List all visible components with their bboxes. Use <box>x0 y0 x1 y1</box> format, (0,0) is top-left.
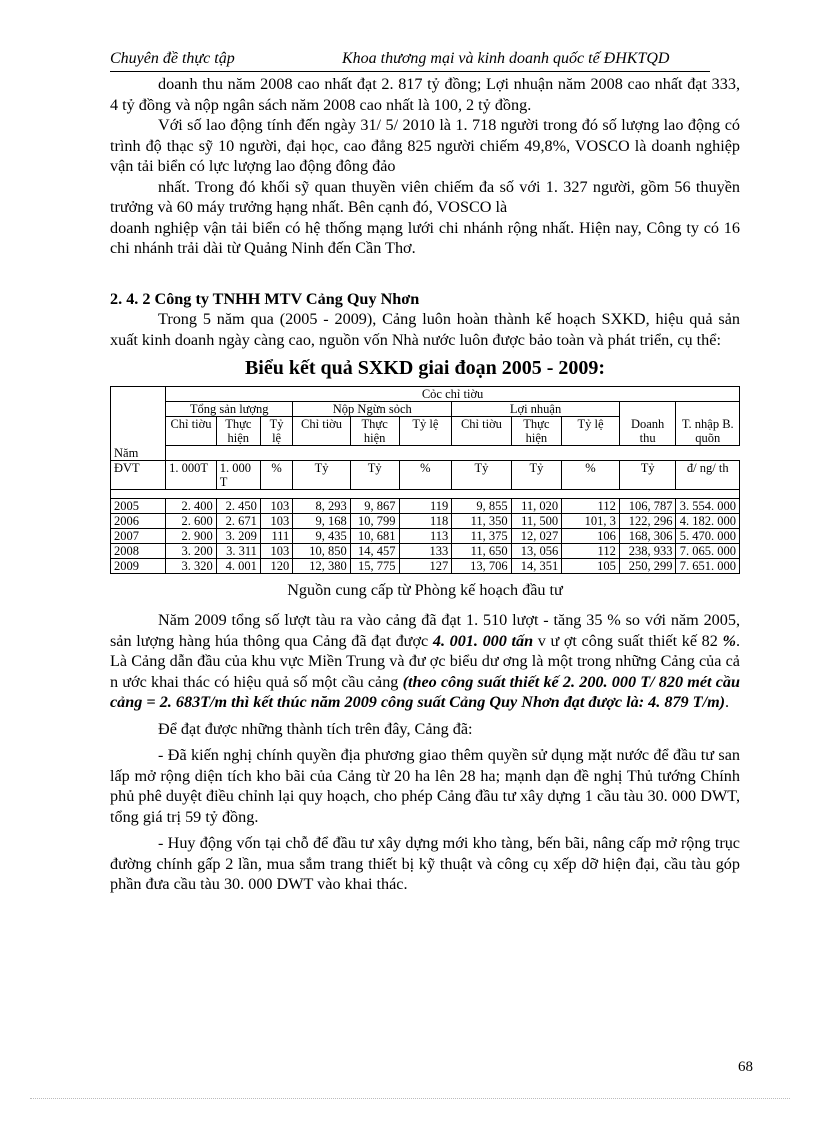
sub-header: T. nhập B. quõn <box>676 417 740 446</box>
table-cell: 2. 600 <box>166 513 217 528</box>
group-label: Nộp Ngừn sỏch <box>293 402 452 417</box>
table-cell: 7. 651. 000 <box>676 558 740 573</box>
table-row <box>111 543 740 558</box>
unit-cell: Tỷ <box>452 460 511 489</box>
sub-header: Thực hiện <box>216 417 260 446</box>
table-cell: 11, 020 <box>511 498 562 513</box>
unit-cell: 1. 000T <box>166 460 217 489</box>
section-heading: 2. 4. 2 Công ty TNHH MTV Cảng Quy Nhơn <box>110 289 420 308</box>
unit-cell: Tỷ <box>511 460 562 489</box>
running-header <box>110 50 710 72</box>
unit-cell: % <box>562 460 620 489</box>
table-cell: 105 <box>562 558 620 573</box>
paragraph: Trong 5 năm qua (2005 - 2009), Cảng luôn hoàn thành kế hoạch SXKD, hiệu quả sản xuất kinh doanh ngày càng cao, nguồn vốn Nhà nước luôn được bảo toàn và phát triển, cụ thể: <box>110 310 740 349</box>
table-cell: 168, 306 <box>619 528 676 543</box>
year-cell: 2008 <box>111 543 166 558</box>
table-cell: 111 <box>260 528 292 543</box>
sub-header: Tỷ lệ <box>260 417 292 446</box>
table-cell: 119 <box>399 498 452 513</box>
year-cell: 2007 <box>111 528 166 543</box>
unit-cell: đ/ ng/ th <box>676 460 740 489</box>
table-row <box>111 558 740 573</box>
table-row <box>111 498 740 513</box>
sub-header: Doanh thu <box>619 417 676 446</box>
table-cell: 13, 056 <box>511 543 562 558</box>
table-cell: 103 <box>260 543 292 558</box>
table-cell: 106 <box>562 528 620 543</box>
footer-rule <box>30 1098 790 1099</box>
table-cell: 10, 799 <box>350 513 399 528</box>
table-cell: 9, 168 <box>293 513 350 528</box>
page-body <box>110 74 740 895</box>
paragraph: nhất. Trong đó khối sỹ quan thuyền viên chiếm đa số với 1. 327 người, gồm 56 thuyền trưởng và 60 máy trưởng hạng nhất. Bên cạnh đó, VOSCO là <box>110 177 740 216</box>
table-cell: 103 <box>260 498 292 513</box>
results-table <box>110 386 740 574</box>
unit-cell: % <box>260 460 292 489</box>
table-cell: 106, 787 <box>619 498 676 513</box>
table-cell: 7. 065. 000 <box>676 543 740 558</box>
sub-header: Tỷ lệ <box>562 417 620 446</box>
table-cell: 10, 681 <box>350 528 399 543</box>
unit-cell: % <box>399 460 452 489</box>
table-cell: 113 <box>399 528 452 543</box>
table-row <box>111 513 740 528</box>
year-label: Năm <box>111 446 166 461</box>
table-cell: 3. 554. 000 <box>676 498 740 513</box>
table-cell: 4. 182. 000 <box>676 513 740 528</box>
paragraph: doanh nghiệp vận tải biển có hệ thống mạng lưới chi nhánh rộng nhất. Hiện nay, Công ty có 16 chi nhánh trải dài từ Quảng Ninh đến Cần Thơ. <box>110 218 740 257</box>
bullet-item: - Huy động vốn tại chỗ để đầu tư xây dựng mới kho tàng, bến bãi, nâng cấp mở rộng trục đường chính gấp 2 lần, mua sắm trang thiết bị kỹ thuật và công cụ xếp dỡ hiện đại, cầu tàu góp phần đưa cầu tàu 30. 000 DWT vào khai thác. <box>110 834 740 893</box>
table-cell: 8, 293 <box>293 498 350 513</box>
paragraph-2009: Năm 2009 tổng số lượt tàu ra vào cảng đã đạt 1. 510 lượt - tăng 35 % so với năm 2005, sản lượng hàng húa thông qua Cảng đã đạt được 4. 001. 000 tấn v ư ợt công suất thiết kế 82 %. Là Cảng dẫn đầu của khu vực Miền Trung và đư ợc biểu dư ơng là một trong những Cảng của cả n ước khai thác có hiệu quả số một cầu cảng (theo công suất thiết kế 2. 200. 000 T/ 820 mét cầu cảng = 2. 683T/m thì kết thúc năm 2009 công suất Cảng Quy Nhơn đạt được là: 4. 879 T/m). <box>110 611 741 711</box>
table-cell: 11, 500 <box>511 513 562 528</box>
blank-cell <box>619 402 676 417</box>
sub-header: Chỉ tiờu <box>293 417 350 446</box>
table-cell: 122, 296 <box>619 513 676 528</box>
table-title: Biểu kết quả SXKD giai đoạn 2005 - 2009: <box>244 357 606 379</box>
table-cell: 250, 299 <box>619 558 676 573</box>
table-cell: 12, 027 <box>511 528 562 543</box>
table-cell: 4. 001 <box>216 558 260 573</box>
table-cell: 12, 380 <box>293 558 350 573</box>
table-cell: 118 <box>399 513 452 528</box>
sub-header: Chỉ tiờu <box>452 417 511 446</box>
unit-cell: Tỷ <box>350 460 399 489</box>
table-cell: 238, 933 <box>619 543 676 558</box>
table-cell: 2. 900 <box>166 528 217 543</box>
sub-header: Thực hiện <box>350 417 399 446</box>
paragraph: Để đạt được những thành tích trên đây, Cảng đã: <box>158 719 473 738</box>
table-cell: 11, 375 <box>452 528 511 543</box>
year-header-cell <box>111 387 166 446</box>
sub-header: Tỷ lệ <box>399 417 452 446</box>
table-cell: 3. 320 <box>166 558 217 573</box>
unit-cell: 1. 000 T <box>216 460 260 489</box>
table-cell: 127 <box>399 558 452 573</box>
bullet-item: - Đã kiến nghị chính quyền địa phương giao thêm quyền sử dụng mặt nước để đầu tư san lấp mở rộng diện tích kho bãi của Cảng từ 20 ha lên 28 ha; mạnh dạn đề nghị Thủ tướng Chính phủ phê duyệt điều chỉnh lại quy hoạch, cho phép Cảng đầu tư xây dựng 1 cầu tàu 30. 000 DWT, tổng giá trị 59 tỷ đồng. <box>110 746 740 826</box>
unit-cell: Tỷ <box>619 460 676 489</box>
table-cell: 3. 200 <box>166 543 217 558</box>
unit-cell: Tỷ <box>293 460 350 489</box>
group-label: Tổng sản lượng <box>166 402 293 417</box>
table-cell: 101, 3 <box>562 513 620 528</box>
header-left: Chuyên đề thực tập <box>110 50 235 67</box>
table-cell: 13, 706 <box>452 558 511 573</box>
table-cell: 3. 311 <box>216 543 260 558</box>
header-rule <box>110 71 710 72</box>
unit-cell: ĐVT <box>111 460 166 489</box>
table-cell: 11, 650 <box>452 543 511 558</box>
blank-cell <box>676 402 740 417</box>
table-cell: 112 <box>562 498 620 513</box>
group-label: Lợi nhuận <box>452 402 620 417</box>
sub-header: Chỉ tiờu <box>166 417 217 446</box>
table-cell: 15, 775 <box>350 558 399 573</box>
table-cell: 14, 351 <box>511 558 562 573</box>
table-cell: 120 <box>260 558 292 573</box>
year-cell: 2009 <box>111 558 166 573</box>
table-cell: 9, 867 <box>350 498 399 513</box>
table-cell: 3. 209 <box>216 528 260 543</box>
group-header: Cỏc chỉ tiờu <box>166 387 740 402</box>
year-cell: 2006 <box>111 513 166 528</box>
table-row <box>111 528 740 543</box>
table-cell: 2. 671 <box>216 513 260 528</box>
table-cell: 10, 850 <box>293 543 350 558</box>
table-cell: 14, 457 <box>350 543 399 558</box>
table-source: Nguồn cung cấp từ Phòng kế hoạch đầu tư <box>287 580 563 599</box>
table-cell: 9, 435 <box>293 528 350 543</box>
table-cell: 9, 855 <box>452 498 511 513</box>
year-cell: 2005 <box>111 498 166 513</box>
table-cell: 112 <box>562 543 620 558</box>
table-cell: 103 <box>260 513 292 528</box>
table-cell: 5. 470. 000 <box>676 528 740 543</box>
header-right: Khoa thương mại và kinh doanh quốc tế ĐHKTQD <box>342 50 670 67</box>
table-cell: 11, 350 <box>452 513 511 528</box>
page-number: 68 <box>738 1059 753 1075</box>
paragraph: doanh thu năm 2008 cao nhất đạt 2. 817 tỷ đồng; Lợi nhuận năm 2008 cao nhất đạt 333, 4 tỷ đồng và nộp ngân sách năm 2008 cao nhất là 100, 2 tỷ đồng. <box>110 75 740 114</box>
paragraph: Với số lao động tính đến ngày 31/ 5/ 2010 là 1. 718 người trong đó số lượng lao động có trình độ thạc sỹ 10 người, đại học, cao đẳng 825 người chiếm 49,8%, VOSCO là doanh nghiệp vận tải biển có lực lượng lao động đông đảo <box>110 116 740 175</box>
table-cell: 2. 450 <box>216 498 260 513</box>
table-cell: 2. 400 <box>166 498 217 513</box>
sub-header: Thực hiện <box>511 417 562 446</box>
table-cell: 133 <box>399 543 452 558</box>
